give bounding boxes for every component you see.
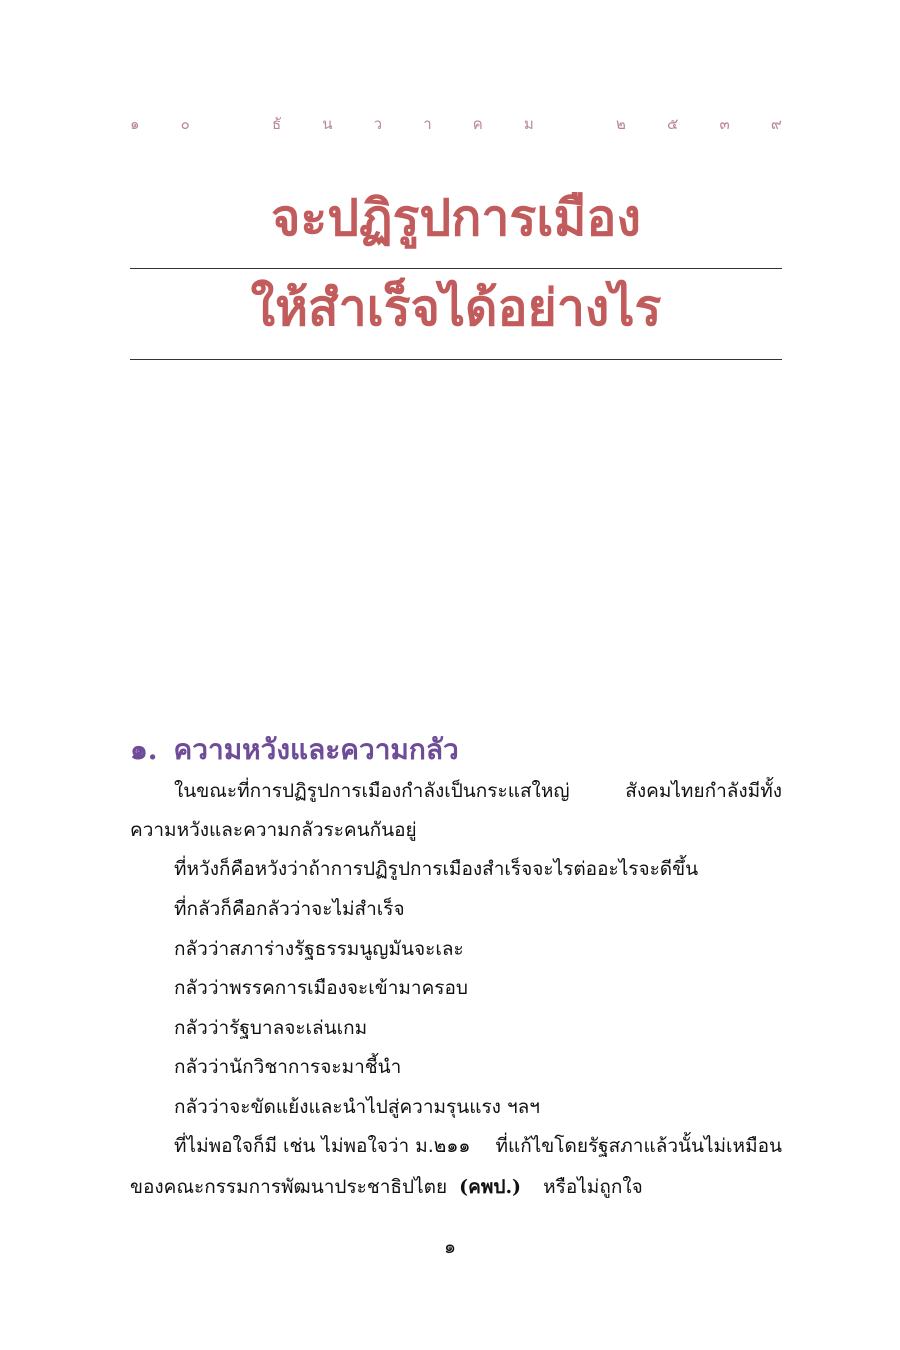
paragraph-8: กลัวว่าจะขัดแย้งและนำไปสู่ความรุนแรง ฯลฯ xyxy=(174,1096,540,1118)
title-divider xyxy=(130,268,782,269)
date-char: ๑ xyxy=(130,115,140,133)
date-char: ว xyxy=(373,115,383,133)
date-char: ๙ xyxy=(770,115,782,133)
date-char: า xyxy=(423,115,432,133)
text-span: ในขณะที่การปฏิรูปการเมืองกำลังเป็นกระแสใหญ่ xyxy=(174,780,570,802)
date-char: ธั xyxy=(272,115,282,133)
text-span: หรือไม่ถูกใจ xyxy=(543,1176,643,1198)
abbreviation-bold: (คพป.) xyxy=(459,1176,522,1198)
text-span: สังคมไทยกำลังมีทั้ง xyxy=(625,780,782,802)
paragraph-9-line-2 xyxy=(130,1172,643,1202)
paragraph-6: กลัวว่ารัฐบาลจะเล่นเกม xyxy=(174,1017,368,1039)
text-span: ที่ไม่พอใจก็มี เช่น ไม่พอใจว่า ม.๒๑๑ xyxy=(174,1135,471,1157)
date-char: ม xyxy=(523,115,534,133)
paragraph-5: กลัวว่าพรรคการเมืองจะเข้ามาครอบ xyxy=(174,977,468,999)
section-heading xyxy=(130,728,459,772)
chapter-title-line-2: ให้สำเร็จได้อย่างไร xyxy=(250,278,662,337)
section-number: ๑. xyxy=(130,733,158,766)
text-span: ของคณะกรรมการพัฒนาประชาธิปไตย xyxy=(130,1176,448,1198)
text-span: ที่แก้ไขโดยรัฐสภาแล้วนั้นไม่เหมือน xyxy=(495,1135,782,1157)
title-divider xyxy=(130,359,782,360)
paragraph-1-line-1 xyxy=(174,776,782,806)
paragraph-9-line-1 xyxy=(174,1131,782,1161)
date-line xyxy=(130,112,782,136)
date-char: ๓ xyxy=(719,115,730,133)
date-char: ๐ xyxy=(180,115,190,133)
paragraph-3: ที่กลัวก็คือกลัวว่าจะไม่สำเร็จ xyxy=(174,898,405,920)
date-char: ๒ xyxy=(616,115,626,133)
section-title: ความหวังและความกลัว xyxy=(173,733,459,766)
date-char: น xyxy=(322,115,333,133)
page-number: ๑ xyxy=(443,1236,457,1258)
date-char: ค xyxy=(472,115,483,133)
paragraph-1-line-2: ความหวังและความกลัวระคนกันอยู่ xyxy=(130,819,417,841)
paragraph-4: กลัวว่าสภาร่างรัฐธรรมนูญมันจะเละ xyxy=(174,938,464,960)
paragraph-2: ที่หวังก็คือหวังว่าถ้าการปฏิรูปการเมืองสำเร็จจะไรต่ออะไรจะดีขึ้น xyxy=(174,858,699,880)
paragraph-7: กลัวว่านักวิชาการจะมาชี้นำ xyxy=(174,1056,402,1078)
date-char: ๕ xyxy=(667,115,679,133)
chapter-title-line-1: จะปฏิรูปการเมือง xyxy=(271,188,641,247)
